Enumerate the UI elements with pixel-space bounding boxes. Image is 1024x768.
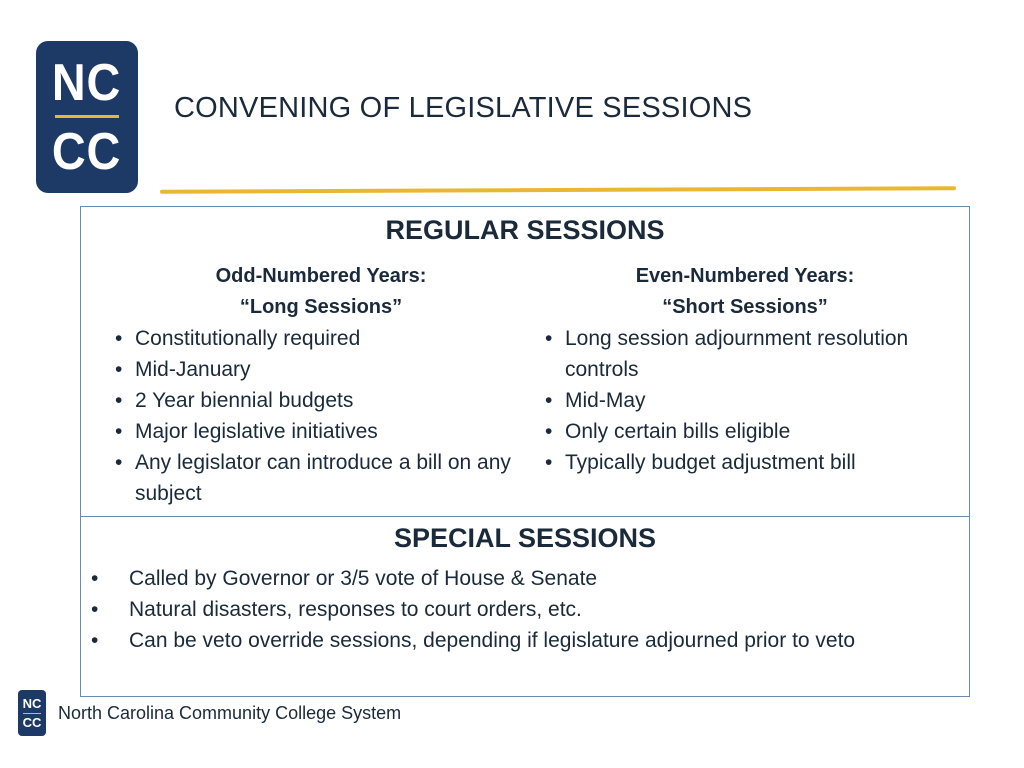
even-years-heading-line2: “Short Sessions”: [662, 296, 828, 318]
nccc-logo: [36, 41, 138, 193]
footer-logo-line-1: NC: [22, 695, 42, 711]
list-item: • Mid-January: [115, 358, 251, 381]
list-item: • Only certain bills eligible: [545, 420, 791, 443]
logo-line-2: CC: [52, 122, 122, 181]
special-sessions-list: [81, 563, 855, 656]
list-item: • Mid-May: [545, 389, 646, 412]
footer-logo: [18, 690, 46, 736]
even-years-heading-line1: Even-Numbered Years:: [635, 265, 855, 287]
logo-divider: [55, 115, 119, 118]
list-item: • Any legislator can introduce a bill on any subject: [115, 451, 511, 505]
odd-years-heading-line2: “Long Sessions”: [239, 296, 403, 318]
list-item: • Long session adjournment resolution controls: [545, 327, 909, 381]
regular-sessions-heading: REGULAR SESSIONS: [385, 215, 665, 245]
special-sessions-box: [80, 516, 970, 697]
list-item: • Major legislative initiatives: [115, 420, 378, 443]
odd-years-heading-line1: Odd-Numbered Years:: [215, 265, 427, 287]
even-years-list: [541, 323, 961, 478]
list-item: • Typically budget adjustment bill: [545, 451, 856, 474]
footer-organization-name: North Carolina Community College System: [58, 703, 402, 723]
list-item: • Constitutionally required: [115, 327, 361, 350]
odd-years-heading: [141, 261, 501, 323]
list-item: • Natural disasters, responses to court orders, etc.: [91, 598, 582, 621]
slide-title: CONVENING OF LEGISLATIVE SESSIONS: [174, 92, 753, 124]
title-underline: [160, 186, 956, 193]
list-item: • 2 Year biennial budgets: [115, 389, 354, 412]
odd-years-list: [111, 323, 521, 509]
regular-sessions-box: [80, 206, 970, 517]
footer-logo-divider: [23, 713, 41, 714]
even-years-heading: [565, 261, 925, 323]
logo-line-1: NC: [52, 53, 122, 112]
special-sessions-heading: SPECIAL SESSIONS: [393, 523, 657, 553]
list-item: • Called by Governor or 3/5 vote of House & Senate: [91, 567, 598, 590]
footer-logo-line-2: CC: [22, 714, 42, 730]
list-item: • Can be veto override sessions, depending if legislature adjourned prior to veto: [91, 629, 856, 652]
